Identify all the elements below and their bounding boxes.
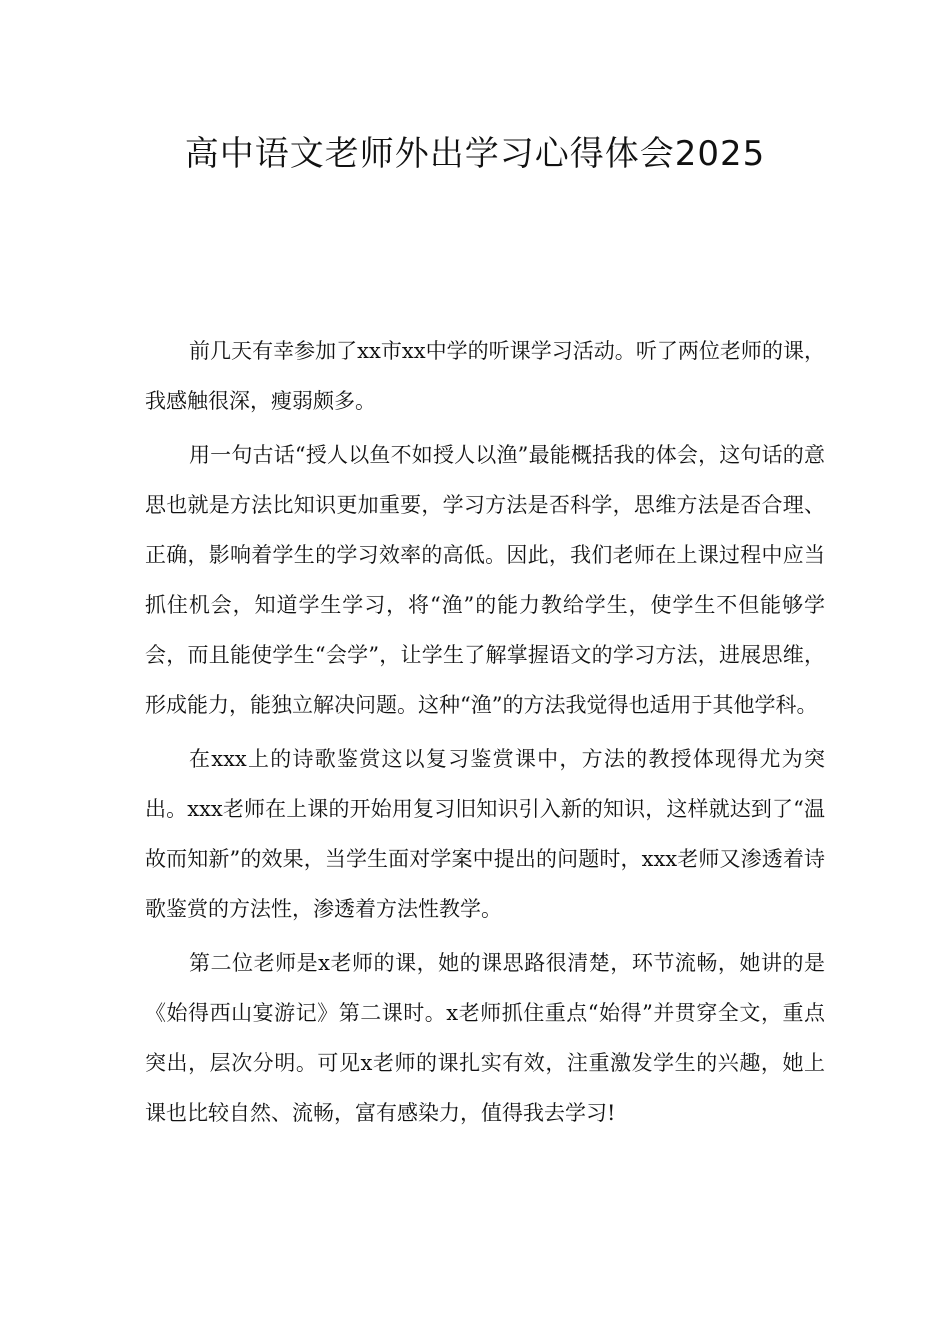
- paragraph: 在xxx上的诗歌鉴赏这以复习鉴赏课中，方法的教授体现得尤为突出。xxx老师在上课的开始用复习旧知识引入新的知识，这样就达到了“温故而知新”的效果，当学生面对学案中提出的问题时，xxx老师又渗透着诗歌鉴赏的方法性，渗透着方法性教学。: [145, 747, 825, 921]
- document-body: [145, 326, 825, 1142]
- paragraph: 用一句古话“授人以鱼不如授人以渔”最能概括我的体会，这句话的意思也就是方法比知识更加重要，学习方法是否科学，思维方法是否合理、正确，影响着学生的学习效率的高低。因此，我们老师在上课过程中应当抓住机会，知道学生学习，将“渔”的能力教给学生，使学生不但能够学会，而且能使学生“会学”，让学生了解掌握语文的学习方法，进展思维，形成能力，能独立解决问题。这种“渔”的方法我觉得也适用于其他学科。: [145, 443, 825, 717]
- paragraph: 第二位老师是x老师的课，她的课思路很清楚，环节流畅，她讲的是《始得西山宴游记》第二课时。x老师抓住重点“始得”并贯穿全文，重点突出，层次分明。可见x老师的课扎实有效，注重激发学生的兴趣，她上课也比较自然、流畅，富有感染力，值得我去学习!: [145, 951, 825, 1125]
- document-title: 高中语文老师外出学习心得体会2025: [184, 134, 766, 174]
- paragraph: 前几天有幸参加了xx市xx中学的听课学习活动。听了两位老师的课，我感触很深，瘦弱颇多。: [145, 339, 825, 413]
